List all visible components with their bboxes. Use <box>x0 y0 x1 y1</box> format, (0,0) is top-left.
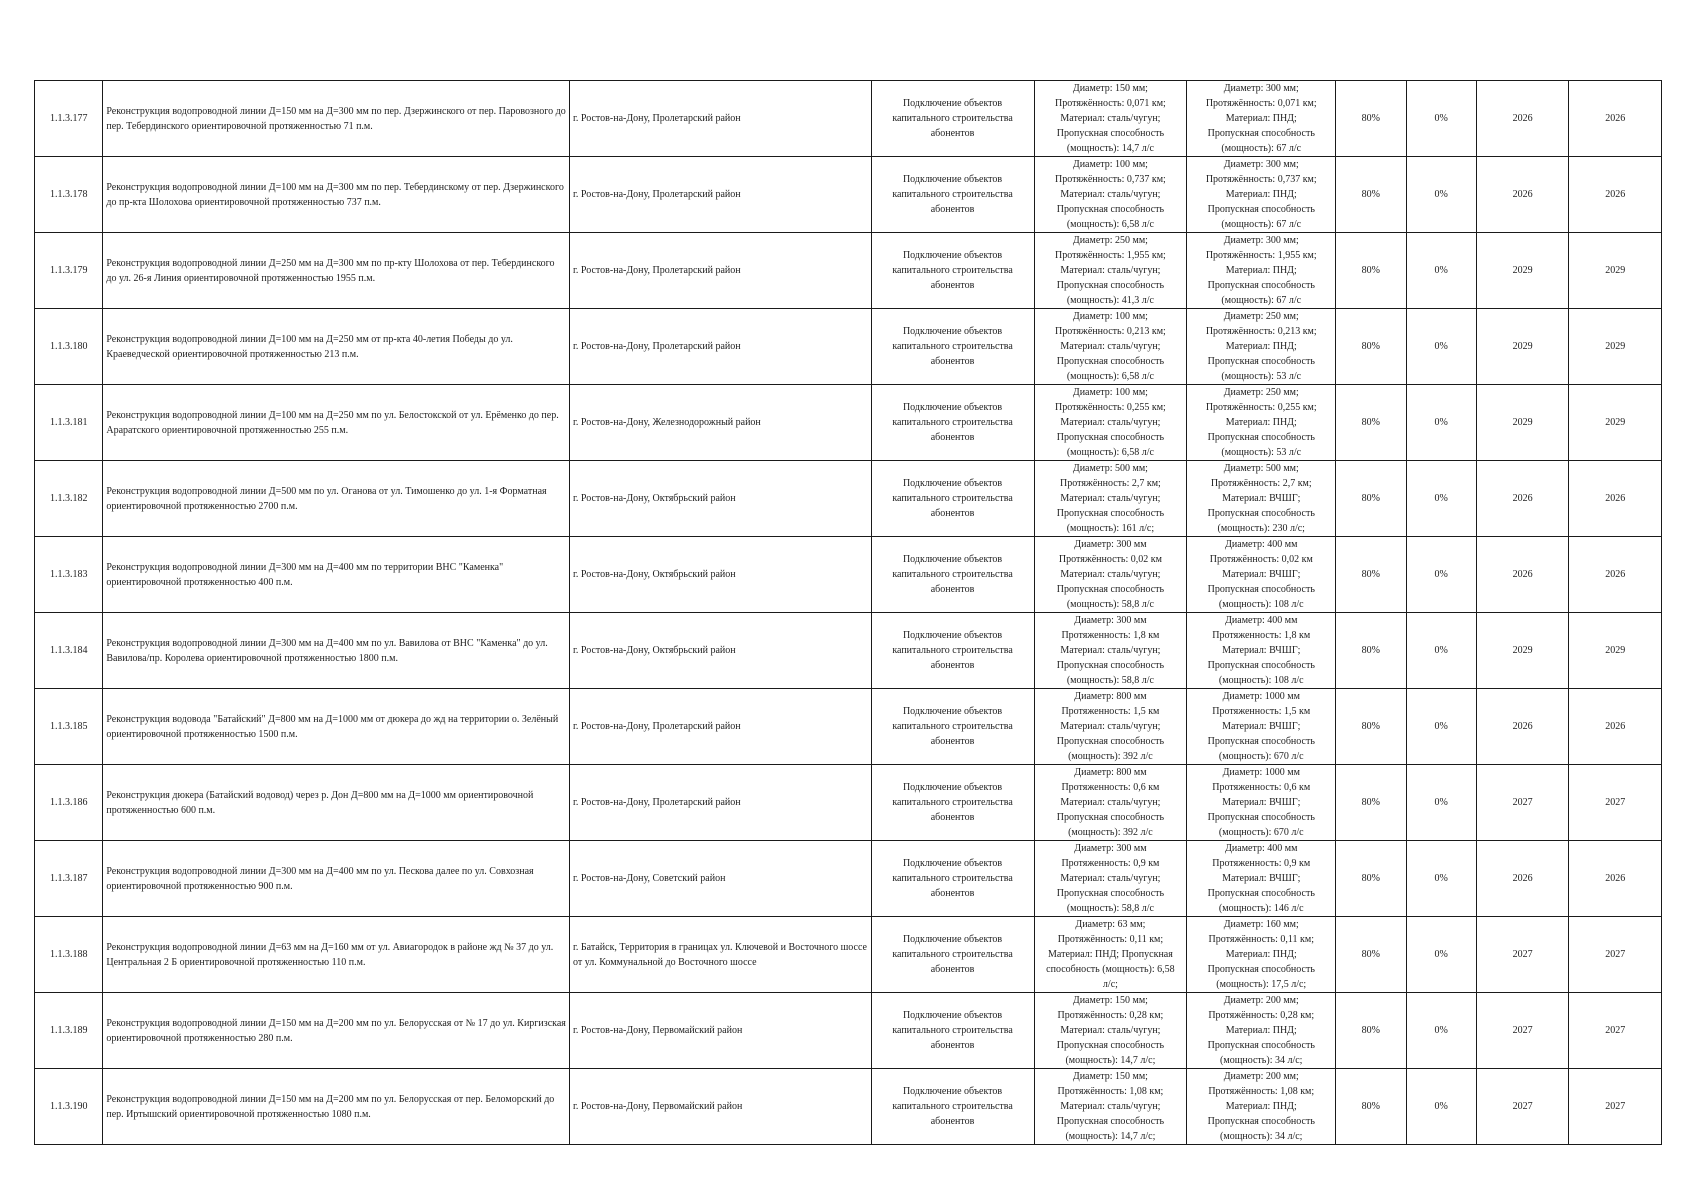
params-before-cell <box>1034 461 1187 537</box>
start-year-cell: 2026 <box>1476 81 1569 157</box>
params-after-cell-line: Пропускная способность <box>1207 812 1315 823</box>
end-year-cell: 2029 <box>1569 385 1662 461</box>
params-before-cell-line: Пропускная способность <box>1056 204 1165 215</box>
params-before-cell <box>1034 841 1187 917</box>
params-before-cell-line: Материал: сталь/чугун; <box>1060 341 1161 352</box>
params-before-cell-line: Диаметр: 800 мм <box>1074 767 1147 778</box>
params-after-cell-line: Материал: ПНД; <box>1225 341 1297 352</box>
end-year-cell: 2026 <box>1569 81 1662 157</box>
params-before-cell-line: Пропускная способность <box>1056 1040 1165 1051</box>
percent-cell-2: 0% <box>1406 537 1476 613</box>
item-number-cell: 1.1.3.182 <box>35 461 103 537</box>
params-after-cell-line: (мощность): 146 л/с <box>1218 903 1304 914</box>
start-year-cell: 2026 <box>1476 157 1569 233</box>
params-before-cell <box>1034 917 1187 993</box>
end-year-cell: 2029 <box>1569 613 1662 689</box>
params-before-cell-line: (мощность): 6,58 л/с <box>1066 371 1154 382</box>
table-row <box>35 765 1662 841</box>
params-after-cell <box>1187 157 1336 233</box>
params-after-cell-line: (мощность): 34 л/с; <box>1220 1055 1303 1066</box>
location-cell: г. Батайск, Территория в границах ул. Ключевой и Восточного шоссе от ул. Коммунальной до Восточного шоссе <box>569 917 871 993</box>
params-after-cell-line: Диаметр: 1000 мм <box>1222 691 1300 702</box>
table-row <box>35 309 1662 385</box>
start-year-cell: 2026 <box>1476 537 1569 613</box>
params-after-cell-line: Протяженность: 1,8 км <box>1212 630 1311 641</box>
table-row <box>35 537 1662 613</box>
params-before-cell-line: (мощность): 161 л/с; <box>1066 523 1155 534</box>
params-before-cell <box>1034 537 1187 613</box>
params-before-cell-line: Диаметр: 500 мм; <box>1072 463 1148 474</box>
params-after-cell-line: Диаметр: 1000 мм <box>1222 767 1300 778</box>
params-after-cell-line: Протяжённость: 0,28 км; <box>1208 1010 1315 1021</box>
params-before-cell-line: (мощность): 14,7 л/с; <box>1065 1131 1156 1142</box>
params-after-cell-line: (мощность): 670 л/с <box>1218 827 1304 838</box>
start-year-cell: 2027 <box>1476 765 1569 841</box>
percent-cell-1: 80% <box>1336 537 1406 613</box>
table-row <box>35 841 1662 917</box>
params-after-cell-line: Протяжённость: 0,11 км; <box>1208 934 1314 945</box>
item-number-cell: 1.1.3.179 <box>35 233 103 309</box>
params-before-cell-line: Протяженность: 0,9 км <box>1061 858 1160 869</box>
purpose-cell: Подключение объектов капитального строительства абонентов <box>871 537 1034 613</box>
params-after-cell-line: Диаметр: 250 мм; <box>1223 387 1299 398</box>
params-after-cell-line: Пропускная способность <box>1207 964 1315 975</box>
params-before-cell-line: Пропускная способность <box>1056 356 1165 367</box>
item-number-cell: 1.1.3.178 <box>35 157 103 233</box>
params-after-cell-line: Материал: ПНД; <box>1225 417 1297 428</box>
params-before-cell-line: Пропускная способность <box>1056 280 1165 291</box>
purpose-cell: Подключение объектов капитального строительства абонентов <box>871 841 1034 917</box>
params-after-cell-line: Протяжённость: 2,7 км; <box>1210 478 1312 489</box>
percent-cell-1: 80% <box>1336 841 1406 917</box>
start-year-cell: 2029 <box>1476 233 1569 309</box>
params-before-cell-line: Материал: сталь/чугун; <box>1060 493 1161 504</box>
project-name-cell: Реконструкция водопроводной линии Д=63 мм на Д=160 мм от ул. Авиагородок в районе жд № 37 до ул. Центральная 2 Б ориентировочной протяженностью 110 п.м. <box>103 917 570 993</box>
params-after-cell-line: Диаметр: 400 мм <box>1225 615 1298 626</box>
params-before-cell-line: (мощность): 58,8 л/с <box>1066 675 1154 686</box>
percent-cell-2: 0% <box>1406 613 1476 689</box>
percent-cell-1: 80% <box>1336 1069 1406 1145</box>
params-after-cell-line: Пропускная способность <box>1207 204 1315 215</box>
start-year-cell: 2027 <box>1476 1069 1569 1145</box>
table-row <box>35 993 1662 1069</box>
params-before-cell-line: (мощность): 58,8 л/с <box>1066 903 1154 914</box>
table-row <box>35 157 1662 233</box>
params-after-cell-line: Пропускная способность <box>1207 432 1315 443</box>
purpose-cell: Подключение объектов капитального строительства абонентов <box>871 81 1034 157</box>
purpose-cell: Подключение объектов капитального строительства абонентов <box>871 917 1034 993</box>
params-before-cell <box>1034 157 1187 233</box>
params-before-cell-line: Диаметр: 63 мм; <box>1075 919 1146 930</box>
purpose-cell: Подключение объектов капитального строительства абонентов <box>871 689 1034 765</box>
percent-cell-1: 80% <box>1336 81 1406 157</box>
purpose-cell: Подключение объектов капитального строительства абонентов <box>871 309 1034 385</box>
percent-cell-1: 80% <box>1336 157 1406 233</box>
params-before-cell-line: Протяженность: 1,5 км <box>1061 706 1160 717</box>
percent-cell-2: 0% <box>1406 157 1476 233</box>
percent-cell-2: 0% <box>1406 385 1476 461</box>
table-row <box>35 613 1662 689</box>
percent-cell-2: 0% <box>1406 81 1476 157</box>
params-after-cell <box>1187 309 1336 385</box>
location-cell: г. Ростов-на-Дону, Октябрьский район <box>569 537 871 613</box>
purpose-cell: Подключение объектов капитального строительства абонентов <box>871 1069 1034 1145</box>
location-cell: г. Ростов-на-Дону, Пролетарский район <box>569 309 871 385</box>
params-after-cell <box>1187 81 1336 157</box>
params-before-cell-line: (мощность): 392 л/с <box>1068 751 1153 762</box>
percent-cell-2: 0% <box>1406 461 1476 537</box>
params-before-cell-line: Протяжённость: 0,28 км; <box>1057 1010 1164 1021</box>
reconstruction-table <box>34 80 1662 1145</box>
params-after-cell-line: Протяжённость: 0,255 км; <box>1205 402 1317 413</box>
project-name-cell: Реконструкция водопроводной линии Д=150 мм на Д=200 мм по ул. Белорусская от № 17 до ул. Киргизская ориентировочной протяженностью 280 п.м. <box>103 993 570 1069</box>
params-before-cell-line: Диаметр: 300 мм <box>1074 843 1147 854</box>
project-name-cell: Реконструкция водопроводной линии Д=100 мм на Д=250 мм по ул. Белостокской от ул. Ерёменко до пер. Араратского ориентировочной протяженностью 255 п.м. <box>103 385 570 461</box>
params-after-cell-line: Пропускная способность <box>1207 1040 1315 1051</box>
params-after-cell-line: Диаметр: 400 мм <box>1225 843 1298 854</box>
params-before-cell-line: Материал: сталь/чугун; <box>1060 1025 1161 1036</box>
params-before-cell-line: Диаметр: 150 мм; <box>1072 1071 1148 1082</box>
params-before-cell-line: (мощность): 14,7 л/с; <box>1065 1055 1156 1066</box>
params-after-cell <box>1187 233 1336 309</box>
start-year-cell: 2026 <box>1476 841 1569 917</box>
location-cell: г. Ростов-на-Дону, Пролетарский район <box>569 689 871 765</box>
params-after-cell-line: Материал: ПНД; <box>1225 189 1297 200</box>
params-after-cell-line: Протяжённость: 0,071 км; <box>1205 98 1317 109</box>
params-before-cell-line: л/с; <box>1102 979 1118 990</box>
percent-cell-2: 0% <box>1406 1069 1476 1145</box>
purpose-cell: Подключение объектов капитального строительства абонентов <box>871 765 1034 841</box>
params-before-cell-line: Диаметр: 250 мм; <box>1072 235 1148 246</box>
params-after-cell-line: (мощность): 230 л/с; <box>1217 523 1305 534</box>
project-name-cell: Реконструкция водопроводной линии Д=300 мм на Д=400 мм по территории ВНС "Каменка" ориентировочной протяженностью 400 п.м. <box>103 537 570 613</box>
params-before-cell <box>1034 613 1187 689</box>
item-number-cell: 1.1.3.181 <box>35 385 103 461</box>
project-name-cell: Реконструкция водопроводной линии Д=300 мм на Д=400 мм по ул. Вавилова от ВНС "Каменка" до ул. Вавилова/пр. Королева ориентировочной протяженностью 1800 п.м. <box>103 613 570 689</box>
params-before-cell-line: Протяжённость: 0,071 км; <box>1055 98 1166 109</box>
item-number-cell: 1.1.3.190 <box>35 1069 103 1145</box>
params-after-cell-line: Материал: ВЧШГ; <box>1222 569 1301 580</box>
params-before-cell-line: Диаметр: 100 мм; <box>1072 159 1148 170</box>
params-after-cell-line: Материал: ВЧШГ; <box>1222 721 1301 732</box>
params-after-cell <box>1187 1069 1336 1145</box>
purpose-cell: Подключение объектов капитального строительства абонентов <box>871 233 1034 309</box>
item-number-cell: 1.1.3.185 <box>35 689 103 765</box>
params-after-cell <box>1187 841 1336 917</box>
table-body <box>35 81 1662 1145</box>
start-year-cell: 2027 <box>1476 917 1569 993</box>
location-cell: г. Ростов-на-Дону, Октябрьский район <box>569 461 871 537</box>
params-after-cell-line: (мощность): 67 л/с <box>1221 219 1302 230</box>
purpose-cell: Подключение объектов капитального строительства абонентов <box>871 461 1034 537</box>
params-before-cell-line: (мощность): 6,58 л/с <box>1066 447 1154 458</box>
item-number-cell: 1.1.3.188 <box>35 917 103 993</box>
table-row <box>35 233 1662 309</box>
params-before-cell-line: Диаметр: 150 мм; <box>1072 83 1148 94</box>
params-before-cell-line: Протяжённость: 0,737 км; <box>1055 174 1166 185</box>
params-before-cell <box>1034 309 1187 385</box>
params-after-cell-line: Протяжённость: 1,955 км; <box>1205 250 1317 261</box>
params-before-cell-line: Материал: сталь/чугун; <box>1060 721 1161 732</box>
end-year-cell: 2027 <box>1569 917 1662 993</box>
params-after-cell <box>1187 993 1336 1069</box>
table-row <box>35 385 1662 461</box>
params-after-cell-line: Пропускная способность <box>1207 660 1315 671</box>
item-number-cell: 1.1.3.186 <box>35 765 103 841</box>
end-year-cell: 2026 <box>1569 157 1662 233</box>
params-after-cell-line: Протяженность: 0,9 км <box>1212 858 1311 869</box>
end-year-cell: 2026 <box>1569 841 1662 917</box>
params-before-cell <box>1034 765 1187 841</box>
params-after-cell-line: (мощность): 108 л/с <box>1218 675 1304 686</box>
end-year-cell: 2029 <box>1569 309 1662 385</box>
params-after-cell-line: Пропускная способность <box>1207 1116 1315 1127</box>
params-before-cell <box>1034 689 1187 765</box>
params-before-cell-line: Пропускная способность <box>1056 432 1165 443</box>
purpose-cell: Подключение объектов капитального строительства абонентов <box>871 385 1034 461</box>
params-after-cell-line: (мощность): 108 л/с <box>1218 599 1304 610</box>
params-before-cell-line: Пропускная способность <box>1056 1116 1165 1127</box>
params-before-cell-line: Протяжённость: 1,955 км; <box>1055 250 1166 261</box>
params-after-cell-line: Пропускная способность <box>1207 128 1315 139</box>
end-year-cell: 2026 <box>1569 689 1662 765</box>
end-year-cell: 2027 <box>1569 1069 1662 1145</box>
params-after-cell-line: Протяжённость: 0,213 км; <box>1205 326 1317 337</box>
location-cell: г. Ростов-на-Дону, Пролетарский район <box>569 157 871 233</box>
params-after-cell <box>1187 461 1336 537</box>
project-name-cell: Реконструкция водопроводной линии Д=500 мм по ул. Оганова от ул. Тимошенко до ул. 1-я Форматная ориентировочной протяженностью 2700 п.м. <box>103 461 570 537</box>
params-before-cell-line: Диаметр: 300 мм <box>1074 615 1147 626</box>
params-before-cell <box>1034 81 1187 157</box>
params-before-cell-line: Пропускная способность <box>1056 888 1165 899</box>
project-name-cell: Реконструкция водовода "Батайский" Д=800 мм на Д=1000 мм от дюкера до жд на территории о. Зелёный ориентировочной протяженностью 1500 п.м. <box>103 689 570 765</box>
params-before-cell-line: (мощность): 392 л/с <box>1068 827 1153 838</box>
percent-cell-1: 80% <box>1336 309 1406 385</box>
params-after-cell-line: (мощность): 670 л/с <box>1218 751 1304 762</box>
params-after-cell-line: Материал: ВЧШГ; <box>1222 873 1301 884</box>
params-after-cell-line: (мощность): 53 л/с <box>1221 371 1302 382</box>
params-after-cell-line: (мощность): 34 л/с; <box>1220 1131 1303 1142</box>
params-after-cell-line: (мощность): 53 л/с <box>1221 447 1302 458</box>
params-before-cell-line: Протяжённость: 1,08 км; <box>1057 1086 1164 1097</box>
location-cell: г. Ростов-на-Дону, Первомайский район <box>569 993 871 1069</box>
params-after-cell-line: Пропускная способность <box>1207 356 1315 367</box>
params-after-cell-line: Протяжённость: 1,08 км; <box>1208 1086 1315 1097</box>
item-number-cell: 1.1.3.180 <box>35 309 103 385</box>
table-row <box>35 917 1662 993</box>
percent-cell-2: 0% <box>1406 841 1476 917</box>
start-year-cell: 2029 <box>1476 309 1569 385</box>
params-before-cell <box>1034 1069 1187 1145</box>
params-after-cell-line: Диаметр: 250 мм; <box>1223 311 1299 322</box>
params-before-cell-line: Диаметр: 100 мм; <box>1072 387 1148 398</box>
params-before-cell-line: Протяжённость: 0,213 км; <box>1055 326 1166 337</box>
params-before-cell <box>1034 233 1187 309</box>
params-before-cell-line: (мощность): 6,58 л/с <box>1066 219 1154 230</box>
project-name-cell: Реконструкция водопроводной линии Д=100 мм на Д=250 мм от пр-кта 40-летия Победы до ул. Краеведческой ориентировочной протяженностью 213 п.м. <box>103 309 570 385</box>
project-name-cell: Реконструкция водопроводной линии Д=300 мм на Д=400 мм по ул. Пескова далее по ул. Совхозная ориентировочной протяженностью 900 п.м. <box>103 841 570 917</box>
params-before-cell-line: Пропускная способность <box>1056 736 1165 747</box>
params-after-cell-line: Диаметр: 400 мм <box>1225 539 1298 550</box>
location-cell: г. Ростов-на-Дону, Советский район <box>569 841 871 917</box>
params-before-cell-line: Протяжённость: 0,11 км; <box>1057 934 1164 945</box>
item-number-cell: 1.1.3.189 <box>35 993 103 1069</box>
start-year-cell: 2026 <box>1476 689 1569 765</box>
params-before-cell <box>1034 385 1187 461</box>
params-after-cell-line: Пропускная способность <box>1207 736 1315 747</box>
start-year-cell: 2027 <box>1476 993 1569 1069</box>
params-after-cell-line: Диаметр: 200 мм; <box>1223 995 1299 1006</box>
end-year-cell: 2027 <box>1569 993 1662 1069</box>
end-year-cell: 2026 <box>1569 461 1662 537</box>
params-after-cell <box>1187 537 1336 613</box>
params-before-cell-line: Материал: ПНД; Пропускная <box>1048 949 1173 960</box>
params-before-cell-line: способность (мощность): 6,58 <box>1046 964 1175 975</box>
params-after-cell-line: Диаметр: 300 мм; <box>1223 83 1299 94</box>
params-after-cell-line: Материал: ВЧШГ; <box>1222 493 1301 504</box>
params-after-cell-line: Диаметр: 300 мм; <box>1223 159 1299 170</box>
item-number-cell: 1.1.3.187 <box>35 841 103 917</box>
params-after-cell-line: Пропускная способность <box>1207 888 1315 899</box>
percent-cell-2: 0% <box>1406 993 1476 1069</box>
location-cell: г. Ростов-на-Дону, Первомайский район <box>569 1069 871 1145</box>
params-before-cell-line: (мощность): 14,7 л/с <box>1066 143 1154 154</box>
percent-cell-2: 0% <box>1406 765 1476 841</box>
percent-cell-2: 0% <box>1406 917 1476 993</box>
params-before-cell-line: Протяженность: 0,6 км <box>1061 782 1160 793</box>
start-year-cell: 2029 <box>1476 385 1569 461</box>
percent-cell-1: 80% <box>1336 993 1406 1069</box>
item-number-cell: 1.1.3.183 <box>35 537 103 613</box>
params-before-cell-line: Материал: сталь/чугун; <box>1060 189 1161 200</box>
params-after-cell-line: Диаметр: 160 мм; <box>1223 919 1299 930</box>
params-after-cell-line: Материал: ВЧШГ; <box>1222 797 1301 808</box>
params-before-cell-line: Протяженность: 1,8 км <box>1061 630 1160 641</box>
percent-cell-2: 0% <box>1406 233 1476 309</box>
params-after-cell-line: Материал: ПНД; <box>1225 265 1297 276</box>
item-number-cell: 1.1.3.177 <box>35 81 103 157</box>
location-cell: г. Ростов-на-Дону, Пролетарский район <box>569 81 871 157</box>
params-before-cell-line: Материал: сталь/чугун; <box>1060 417 1161 428</box>
params-after-cell <box>1187 917 1336 993</box>
params-before-cell-line: Пропускная способность <box>1056 584 1165 595</box>
params-before-cell-line: (мощность): 41,3 л/с <box>1066 295 1154 306</box>
params-after-cell-line: Протяжённость: 0,02 км <box>1209 554 1313 565</box>
params-before-cell-line: Диаметр: 150 мм; <box>1072 995 1148 1006</box>
params-after-cell-line: (мощность): 67 л/с <box>1221 295 1302 306</box>
params-before-cell-line: Протяжённость: 2,7 км; <box>1060 478 1161 489</box>
params-before-cell-line: Материал: сталь/чугун; <box>1060 797 1161 808</box>
params-before-cell-line: Материал: сталь/чугун; <box>1060 113 1161 124</box>
params-after-cell-line: Пропускная способность <box>1207 280 1315 291</box>
params-before-cell-line: Диаметр: 800 мм <box>1074 691 1147 702</box>
params-after-cell <box>1187 613 1336 689</box>
percent-cell-1: 80% <box>1336 917 1406 993</box>
purpose-cell: Подключение объектов капитального строительства абонентов <box>871 993 1034 1069</box>
location-cell: г. Ростов-на-Дону, Пролетарский район <box>569 765 871 841</box>
percent-cell-1: 80% <box>1336 233 1406 309</box>
table-row <box>35 81 1662 157</box>
params-after-cell-line: Материал: ПНД; <box>1225 1101 1297 1112</box>
purpose-cell: Подключение объектов капитального строительства абонентов <box>871 157 1034 233</box>
params-after-cell-line: Пропускная способность <box>1207 584 1315 595</box>
project-name-cell: Реконструкция дюкера (Батайский водовод) через р. Дон Д=800 мм на Д=1000 мм ориентировочной протяженностью 600 п.м. <box>103 765 570 841</box>
params-after-cell <box>1187 765 1336 841</box>
params-before-cell-line: Протяжённость: 0,255 км; <box>1055 402 1166 413</box>
params-before-cell-line: Пропускная способность <box>1056 812 1165 823</box>
location-cell: г. Ростов-на-Дону, Пролетарский район <box>569 233 871 309</box>
params-before-cell-line: Материал: сталь/чугун; <box>1060 569 1161 580</box>
params-before-cell-line: Материал: сталь/чугун; <box>1060 1101 1161 1112</box>
percent-cell-1: 80% <box>1336 689 1406 765</box>
params-after-cell-line: Материал: ПНД; <box>1225 1025 1297 1036</box>
table-row <box>35 461 1662 537</box>
project-name-cell: Реконструкция водопроводной линии Д=150 мм на Д=300 мм по пер. Дзержинского от пер. Паровозного до пер. Тебердинского ориентировочной протяженностью 71 п.м. <box>103 81 570 157</box>
params-before-cell <box>1034 993 1187 1069</box>
project-name-cell: Реконструкция водопроводной линии Д=100 мм на Д=300 мм по пер. Тебердинскому от пер. Дзержинского до пр-кта Шолохова ориентировочной протяженностью 737 п.м. <box>103 157 570 233</box>
item-number-cell: 1.1.3.184 <box>35 613 103 689</box>
end-year-cell: 2029 <box>1569 233 1662 309</box>
params-after-cell-line: Материал: ВЧШГ; <box>1222 645 1301 656</box>
params-after-cell-line: Пропускная способность <box>1207 508 1315 519</box>
params-after-cell-line: Материал: ПНД; <box>1225 949 1297 960</box>
params-before-cell-line: Диаметр: 300 мм <box>1074 539 1147 550</box>
location-cell: г. Ростов-на-Дону, Октябрьский район <box>569 613 871 689</box>
table-row <box>35 689 1662 765</box>
params-after-cell-line: Материал: ПНД; <box>1225 113 1297 124</box>
params-after-cell-line: Протяжённость: 0,737 км; <box>1205 174 1317 185</box>
params-before-cell-line: Протяжённость: 0,02 км <box>1058 554 1162 565</box>
percent-cell-2: 0% <box>1406 309 1476 385</box>
percent-cell-1: 80% <box>1336 613 1406 689</box>
location-cell: г. Ростов-на-Дону, Железнодорожный район <box>569 385 871 461</box>
params-after-cell-line: (мощность): 67 л/с <box>1221 143 1302 154</box>
project-name-cell: Реконструкция водопроводной линии Д=150 мм на Д=200 мм по ул. Белорусская от пер. Беломорский до пер. Иртышский ориентировочной протяженностью 1080 п.м. <box>103 1069 570 1145</box>
params-before-cell-line: Пропускная способность <box>1056 660 1165 671</box>
start-year-cell: 2029 <box>1476 613 1569 689</box>
project-name-cell: Реконструкция водопроводной линии Д=250 мм на Д=300 мм по пр-кту Шолохова от пер. Тебердинского до ул. 26-я Линия ориентировочной протяженностью 1955 п.м. <box>103 233 570 309</box>
end-year-cell: 2026 <box>1569 537 1662 613</box>
params-after-cell-line: Диаметр: 500 мм; <box>1223 463 1299 474</box>
params-before-cell-line: Пропускная способность <box>1056 508 1165 519</box>
params-before-cell-line: Материал: сталь/чугун; <box>1060 645 1161 656</box>
percent-cell-1: 80% <box>1336 765 1406 841</box>
params-before-cell-line: (мощность): 58,8 л/с <box>1066 599 1154 610</box>
params-before-cell-line: Материал: сталь/чугун; <box>1060 873 1161 884</box>
percent-cell-2: 0% <box>1406 689 1476 765</box>
params-before-cell-line: Пропускная способность <box>1056 128 1165 139</box>
params-after-cell-line: Диаметр: 300 мм; <box>1223 235 1299 246</box>
params-after-cell <box>1187 385 1336 461</box>
params-after-cell-line: Диаметр: 200 мм; <box>1223 1071 1299 1082</box>
params-after-cell-line: Протяженность: 1,5 км <box>1212 706 1311 717</box>
end-year-cell: 2027 <box>1569 765 1662 841</box>
params-after-cell-line: Протяженность: 0,6 км <box>1212 782 1311 793</box>
percent-cell-1: 80% <box>1336 461 1406 537</box>
params-before-cell-line: Материал: сталь/чугун; <box>1060 265 1161 276</box>
purpose-cell: Подключение объектов капитального строительства абонентов <box>871 613 1034 689</box>
params-before-cell-line: Диаметр: 100 мм; <box>1072 311 1148 322</box>
start-year-cell: 2026 <box>1476 461 1569 537</box>
table-row <box>35 1069 1662 1145</box>
params-after-cell <box>1187 689 1336 765</box>
percent-cell-1: 80% <box>1336 385 1406 461</box>
params-after-cell-line: (мощность): 17,5 л/с; <box>1216 979 1307 990</box>
